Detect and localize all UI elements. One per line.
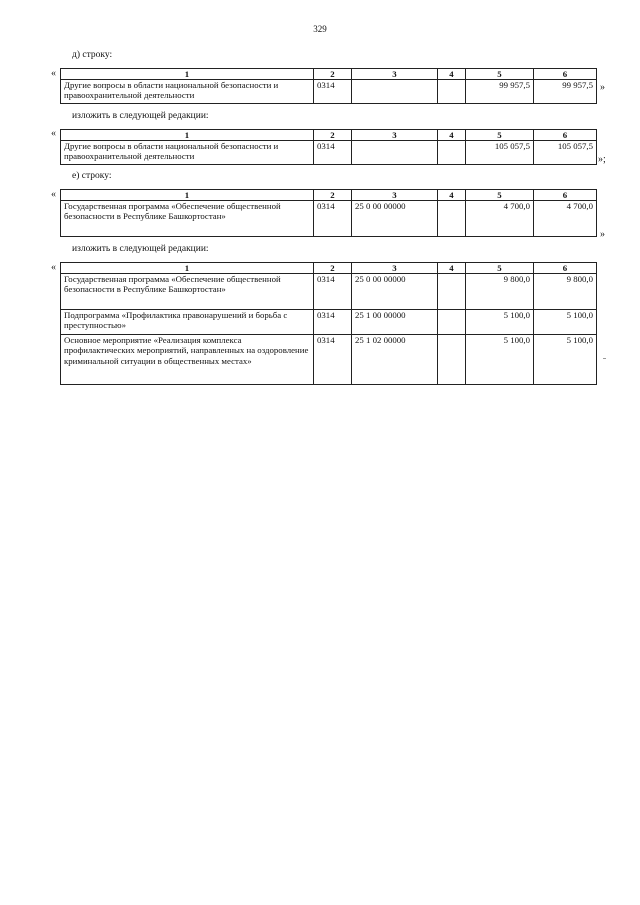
header-col-4: 4 xyxy=(438,190,466,201)
table-row xyxy=(61,335,597,385)
header-col-4: 4 xyxy=(438,69,466,80)
margin-mark xyxy=(603,358,606,359)
cell-type xyxy=(438,335,466,385)
cell-target: 25 0 00 00000 xyxy=(352,201,438,237)
header-row xyxy=(61,130,597,141)
close-quote: » xyxy=(600,229,605,240)
header-col-1: 1 xyxy=(61,69,314,80)
cell-code: 0314 xyxy=(314,80,352,104)
table-section-d-new xyxy=(60,129,597,165)
cell-name: Другие вопросы в области национальной безопасности и правоохранительной деятельности xyxy=(61,80,314,104)
header-row xyxy=(61,263,597,274)
header-col-6: 6 xyxy=(534,263,597,274)
cell-name: Государственная программа «Обеспечение общественной безопасности в Республике Башкортостан» xyxy=(61,201,314,237)
table-row xyxy=(61,310,597,335)
header-col-5: 5 xyxy=(466,69,534,80)
table-section-e xyxy=(60,189,597,237)
table-section-d xyxy=(60,68,597,104)
header-col-3: 3 xyxy=(352,69,438,80)
cell-code: 0314 xyxy=(314,274,352,310)
cell-value-6: 4 700,0 xyxy=(534,201,597,237)
cell-value-5: 9 800,0 xyxy=(466,274,534,310)
cell-value-6: 105 057,5 xyxy=(534,141,597,165)
open-quote: « xyxy=(51,128,56,139)
page-number: 329 xyxy=(313,24,327,34)
cell-value-5: 5 100,0 xyxy=(466,335,534,385)
cell-target xyxy=(352,80,438,104)
header-col-2: 2 xyxy=(314,263,352,274)
section-e-intro: е) строку: xyxy=(72,171,112,181)
open-quote: « xyxy=(51,189,56,200)
cell-name: Другие вопросы в области национальной безопасности и правоохранительной деятельности xyxy=(61,141,314,165)
header-row xyxy=(61,69,597,80)
cell-target: 25 0 00 00000 xyxy=(352,274,438,310)
header-col-6: 6 xyxy=(534,190,597,201)
header-col-1: 1 xyxy=(61,130,314,141)
cell-code: 0314 xyxy=(314,310,352,335)
table-row xyxy=(61,274,597,310)
header-col-2: 2 xyxy=(314,130,352,141)
header-col-6: 6 xyxy=(534,130,597,141)
cell-name: Основное мероприятие «Реализация комплекса профилактических мероприятий, направленных на оздоровление криминальной ситуации в общественных местах» xyxy=(61,335,314,385)
cell-type xyxy=(438,310,466,335)
header-col-1: 1 xyxy=(61,190,314,201)
cell-type xyxy=(438,141,466,165)
header-col-2: 2 xyxy=(314,69,352,80)
header-col-3: 3 xyxy=(352,263,438,274)
cell-target xyxy=(352,141,438,165)
cell-value-6: 99 957,5 xyxy=(534,80,597,104)
table-row xyxy=(61,80,597,104)
table-row xyxy=(61,201,597,237)
cell-type xyxy=(438,274,466,310)
table-section-e-new xyxy=(60,262,597,385)
cell-name: Подпрограмма «Профилактика правонарушений и борьба с преступностью» xyxy=(61,310,314,335)
header-col-5: 5 xyxy=(466,130,534,141)
header-col-1: 1 xyxy=(61,263,314,274)
cell-code: 0314 xyxy=(314,141,352,165)
header-col-2: 2 xyxy=(314,190,352,201)
header-col-3: 3 xyxy=(352,190,438,201)
header-col-4: 4 xyxy=(438,263,466,274)
header-col-5: 5 xyxy=(466,263,534,274)
open-quote: « xyxy=(51,68,56,79)
cell-target: 25 1 00 00000 xyxy=(352,310,438,335)
header-row xyxy=(61,190,597,201)
section-d-new-intro: изложить в следующей редакции: xyxy=(72,111,209,121)
cell-value-6: 5 100,0 xyxy=(534,310,597,335)
cell-value-6: 9 800,0 xyxy=(534,274,597,310)
close-quote-semicolon: »; xyxy=(598,154,606,165)
cell-value-6: 5 100,0 xyxy=(534,335,597,385)
open-quote: « xyxy=(51,262,56,273)
header-col-4: 4 xyxy=(438,130,466,141)
section-d-intro: д) строку: xyxy=(72,50,113,60)
cell-value-5: 4 700,0 xyxy=(466,201,534,237)
cell-value-5: 99 957,5 xyxy=(466,80,534,104)
header-col-6: 6 xyxy=(534,69,597,80)
cell-value-5: 5 100,0 xyxy=(466,310,534,335)
cell-type xyxy=(438,201,466,237)
table-row xyxy=(61,141,597,165)
cell-name: Государственная программа «Обеспечение общественной безопасности в Республике Башкортостан» xyxy=(61,274,314,310)
header-col-5: 5 xyxy=(466,190,534,201)
cell-type xyxy=(438,80,466,104)
cell-value-5: 105 057,5 xyxy=(466,141,534,165)
close-quote: » xyxy=(600,82,605,93)
section-e-new-intro: изложить в следующей редакции: xyxy=(72,244,209,254)
header-col-3: 3 xyxy=(352,130,438,141)
cell-code: 0314 xyxy=(314,201,352,237)
cell-code: 0314 xyxy=(314,335,352,385)
cell-target: 25 1 02 00000 xyxy=(352,335,438,385)
